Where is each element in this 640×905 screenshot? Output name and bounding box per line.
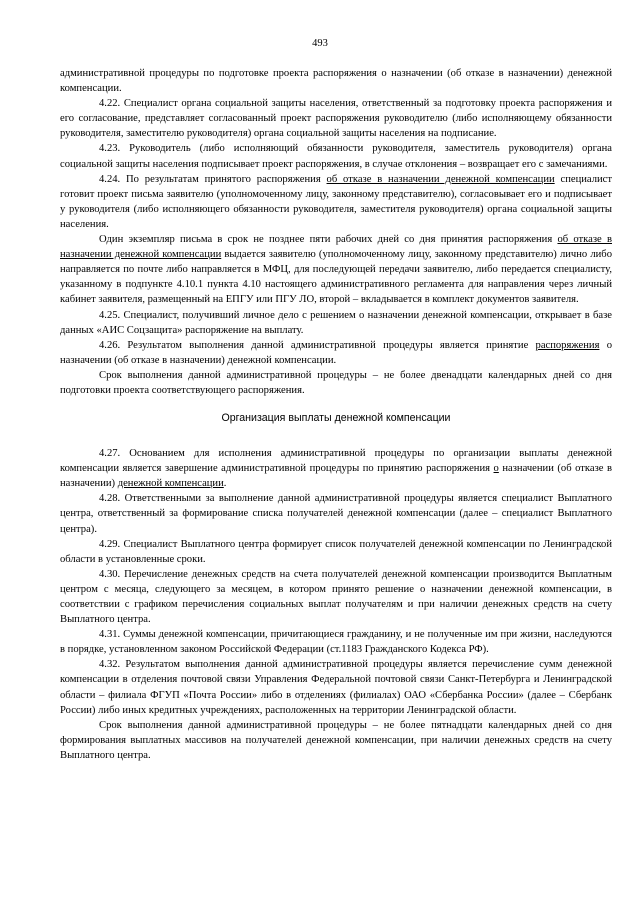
underlined-text: денежной компенсации: [117, 478, 224, 490]
paragraph-text: 4.24. По результатам принятого распоряжения: [99, 173, 327, 185]
paragraphs-bottom: [60, 446, 612, 763]
paragraph: [60, 657, 612, 717]
paragraph-text: Срок выполнения данной административной процедуры – не более пятнадцати календарных дней со дня формирования выплатных массивов на получателей денежной компенсации, при наличии денежных средств на счету Выплатного центра.: [60, 719, 612, 761]
underlined-text: об отказе в назначении денежной компенсации: [60, 234, 612, 261]
paragraph: [60, 96, 612, 141]
paragraph: [60, 338, 612, 368]
paragraph: [60, 627, 612, 657]
paragraph: [60, 66, 612, 96]
paragraph: [60, 172, 612, 232]
section-heading: Организация выплаты денежной компенсации: [221, 412, 451, 425]
paragraph: [60, 491, 612, 536]
paragraph-text: административной процедуры по подготовке проекта распоряжения о назначении (об отказе в назначении) денежной компенсации.: [60, 68, 612, 95]
page-number: 493: [312, 38, 328, 49]
paragraph: [60, 141, 612, 171]
paragraph: [60, 446, 612, 491]
paragraph: [60, 718, 612, 763]
paragraph-text: 4.30. Перечисление денежных средств на счета получателей денежной компенсации производится Выплатным центром с месяца, следующего за месяцем, в котором принято решение о назначении денежной компенсации, в соответствии с графиком перечисления социальных выплат получателям и при наличии денежных средств на счету Выплатного центра.: [60, 568, 612, 626]
paragraph-text: 4.32. Результатом выполнения данной административной процедуры является перечисление сумм денежной компенсации в отделения почтовой связи Управления Федеральной почтовой связи Санкт-Петербурга и Ленинградской области – филиала ФГУП «Почта России» либо в отделениях (филиалах) ОАО «Сбербанка России» (далее – Сбербанк России) либо иных кредитных учреждениях, расположенных на территории Ленинградской области.: [60, 659, 612, 716]
underlined-text: о: [493, 463, 499, 475]
paragraph-text: назначении (об отказе в назначении): [60, 463, 612, 490]
paragraph-text: 4.31. Суммы денежной компенсации, причитающиеся гражданину, и не полученные им при жизни, наследуются в порядке, установленном законом Российской Федерации (ст.1183 Гражданского Кодекса РФ).: [60, 629, 612, 656]
paragraph: [60, 308, 612, 338]
document-body: [60, 66, 612, 763]
paragraph-text: о назначении (об отказе в назначении) денежной компенсации.: [60, 339, 612, 366]
paragraph: [60, 368, 612, 398]
paragraph-text: 4.28. Ответственными за выполнение данной административной процедуры является специалист Выплатного центра, ответственный за формирование списка получателей денежной компенсации (далее – специалист Выплатного центра).: [60, 493, 612, 535]
paragraph-text: 4.22. Специалист органа социальной защиты населения, ответственный за подготовку проекта распоряжения и его согласование, представляет согласованный проект распоряжения руководителю (либо исполняющему обязанности руководителя, заместителю руководителя) органа социальной защиты населения на подписание.: [60, 98, 612, 140]
paragraph-text: .: [223, 478, 227, 490]
paragraph-text: 4.23. Руководитель (либо исполняющий обязанности руководителя, заместитель руководителя) органа социальной защиты населения подписывает проект распоряжения, в случае отклонения – возвращает его с замечаниями.: [60, 143, 612, 170]
paragraph-text: 4.26. Результатом выполнения данной административной процедуры является принятие: [99, 339, 536, 351]
paragraph-text: специалист готовит проект письма заявителю (уполномоченному лицу, законному представителю), согласовывает его и подписывает у руководителя (либо исполняющего обязанности руководителя, заместителя руководителя) органа социальной защиты населения.: [60, 173, 612, 230]
paragraph-text: Один экземпляр письма в срок не позднее пяти рабочих дней со дня принятия распоряжения: [99, 234, 558, 246]
paragraph-text: выдается заявителю (уполномоченному лицу, законному представителю) лично либо направляется по почте либо направляется в МФЦ, для последующей передачи заявителю, либо передается специалисту, указанному в подпункте 4.10.1 пункта 4.10 настоящего административного регламента для направления через личный кабинет заявителя, размещенный на ЕПГУ или ПГУ ЛО, второй – вкладывается в комплект документов заявителя.: [60, 249, 612, 306]
paragraph-text: Срок выполнения данной административной процедуры – не более двенадцати календарных дней со дня подготовки проекта соответствующего распоряжения.: [60, 369, 612, 396]
paragraph: [60, 537, 612, 567]
paragraphs-top: [60, 66, 612, 398]
paragraph: [60, 232, 612, 307]
paragraph-text: 4.29. Специалист Выплатного центра формирует список получателей денежной компенсации по Ленинградской области в установленные сроки.: [60, 538, 612, 565]
underlined-text: об отказе в назначении денежной компенсации: [326, 173, 555, 185]
paragraph-text: 4.27. Основанием для исполнения административной процедуры по организации выплаты денежной компенсации является завершение административной процедуры по принятию распоряжения: [60, 448, 612, 475]
paragraph: [60, 567, 612, 627]
paragraph-text: 4.25. Специалист, получивший личное дело с решением о назначении денежной компенсации, открывает в базе данных «АИС Соцзащита» распоряжение на выплату.: [60, 309, 612, 336]
underlined-text: распоряжения: [535, 339, 600, 351]
